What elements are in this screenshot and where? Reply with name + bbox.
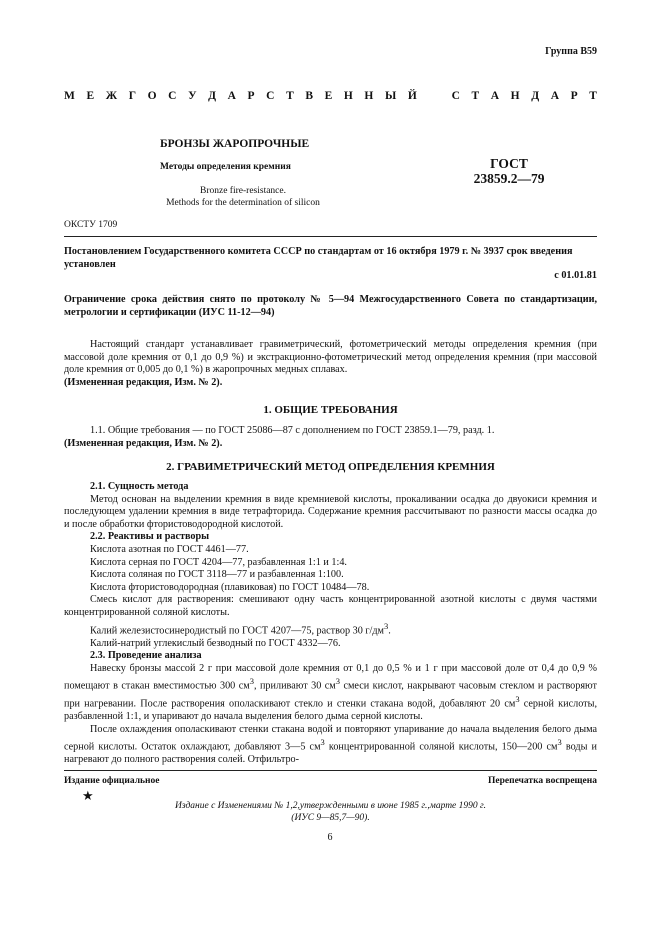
english-title-line2: Methods for the determination of silicon (166, 198, 320, 208)
reagent-item: Кислота фтористоводородная (плавиковая) по ГОСТ 10484—78. (90, 581, 370, 593)
okstu-code: ОКСТУ 1709 (64, 220, 118, 230)
doc-subtitle: Методы определения кремния (160, 162, 291, 172)
superscript: 3 (249, 676, 254, 687)
banner-letter: М (64, 90, 75, 102)
banner-letter: Д (208, 90, 217, 102)
banner-letter: А (227, 90, 236, 102)
analysis-text: смеси кислот, накрывают часовым стеклом и растворяют при нагревании. После растворения ополаскивают стекло и стенки стакана водой, добавляют 20 см (64, 680, 597, 710)
banner-letter: О (147, 90, 157, 102)
banner-letter: С (266, 90, 275, 102)
gost-code: 23859.2—79 (473, 171, 545, 186)
banner-letter: Й (407, 90, 417, 102)
reagent-text-end: . (388, 624, 391, 636)
reagent-text: Калий железистосинеродистый по ГОСТ 4207—75, раствор 30 г/дм (90, 624, 384, 636)
banner-letter: С (451, 90, 460, 102)
decree-date: с 01.01.81 (554, 270, 597, 281)
section1-edit-note: (Измененная редакция, Изм. № 2). (64, 437, 223, 449)
reagent-item: Кислота серная по ГОСТ 4204—77, разбавленная 1:1 и 1:4. (90, 556, 347, 568)
gost-number (455, 156, 563, 186)
section2-body (64, 481, 597, 767)
gost-label: ГОСТ (490, 156, 528, 171)
banner-letter: Т (286, 90, 294, 102)
banner-letter: Д (531, 90, 540, 102)
section1-text: 1.1. Общие требования — по ГОСТ 25086—87 с дополнением по ГОСТ 23859.1—79, разд. 1. (90, 425, 495, 436)
intro-paragraph (64, 339, 597, 389)
intro-text: Настоящий стандарт устанавливает гравиметрический, фотометрический методы определения кремния (при массовой доле кремния от 0,1 до 0,9 %) и экстракционно-фотометрический метод определения кремния (при массовой доле кремния от 0,005 до 0,1 %) в жаропрочных медных сплавах. (64, 339, 597, 376)
subsection-2-1-title: 2.1. Сущность метода (90, 481, 189, 492)
subsection-2-3-title: 2.3. Проведение анализа (90, 650, 202, 662)
superscript: 3 (383, 620, 389, 631)
banner-letter: Ы (384, 90, 397, 102)
group-label: Группа В59 (545, 46, 597, 57)
section1-title: 1. ОБЩИЕ ТРЕБОВАНИЯ (263, 404, 398, 416)
footer-divider (64, 770, 597, 771)
banner-letter: Н (364, 90, 374, 102)
star-icon: ★ (82, 788, 94, 803)
superscript: 3 (320, 737, 325, 748)
superscript: 3 (515, 694, 520, 705)
banner-letter: С (168, 90, 177, 102)
analysis-text: , приливают 30 см (253, 680, 336, 692)
analysis-text: После охлаждения ополаскивают стенки стакана водой и повторяют упаривание до начала выделения белого дыма серной кислоты. Остаток охлаждают, добавляют 3—5 см (64, 723, 597, 753)
reagent-item (64, 620, 597, 638)
edition-note (64, 800, 597, 824)
subsection-2-1-text: Метод основан на выделении кремния в виде кремниевой кислоты, прокаливании осадка до двуокиси кремния и последующем удалении кремния в виде тетрафторида. Содержание кремния рассчитывают по разности массы осадка до и после обработки фтористоводородной кислотой. (64, 493, 597, 530)
banner-letter: Н (510, 90, 520, 102)
reagent-item: Кислота соляная по ГОСТ 3118—77 и разбавленная 1:100. (90, 569, 344, 581)
intro-edit-note: (Измененная редакция, Изм. № 2). (64, 376, 223, 388)
reagent-item: Кислота азотная по ГОСТ 4461—77. (90, 543, 249, 555)
banner-letter: Ж (105, 90, 118, 102)
banner-letter: Т (589, 90, 597, 102)
banner-letter: Н (343, 90, 353, 102)
analysis-text: концентрированной соляной кислоты, 150—200 см (324, 741, 558, 753)
english-title (120, 185, 366, 209)
doc-title: БРОНЗЫ ЖАРОПРОЧНЫЕ (160, 138, 310, 150)
reagent-item: Калий-натрий углекислый безводный по ГОСТ 4332—76. (90, 637, 341, 649)
banner-letter: А (550, 90, 560, 102)
divider (64, 236, 597, 237)
subsection-2-2-title: 2.2. Реактивы и растворы (90, 531, 210, 543)
superscript: 3 (335, 676, 340, 687)
standard-banner (64, 90, 597, 102)
edition-note-line2: (ИУС 9—85,7—90). (291, 813, 370, 823)
banner-letter: У (188, 90, 197, 102)
reprint-prohibited-label: Перепечатка воспрещена (487, 776, 597, 786)
english-title-line1: Bronze fire-resistance. (200, 186, 286, 196)
reagent-item: Смесь кислот для растворения: смешивают одну часть концентрированной азотной кислоты с двумя частями концентрированной соляной кислоты. (64, 594, 597, 618)
section2-title: 2. ГРАВИМЕТРИЧЕСКИЙ МЕТОД ОПРЕДЕЛЕНИЯ КРЕМНИЯ (166, 461, 495, 473)
edition-note-line1: Издание с Изменениями № 1,2,утвержденными в июне 1985 г.,марте 1990 г. (175, 801, 486, 811)
analysis-paragraph-1 (64, 663, 597, 724)
analysis-text: Навеску бронзы массой 2 г при массовой доле кремния от 0,1 до 0,5 % и 1 г при массовой доле от 0,4 до 0,9 % помещают в стакан вместимостью 300 см (64, 662, 597, 692)
banner-letter: Е (324, 90, 333, 102)
banner-letter: Г (128, 90, 137, 102)
official-edition-label: Издание официальное (64, 776, 160, 786)
limitation-text: Ограничение срока действия снято по протоколу № 5—94 Межгосударственного Совета по стандартизации, метрологии и сертификации (ИУС 11-12—94) (64, 294, 597, 318)
page-number: 6 (327, 832, 333, 843)
banner-letter: Т (471, 90, 480, 102)
section1-paragraph (64, 425, 597, 450)
decree-text: Постановлением Государственного комитета СССР по стандартам от 16 октября 1979 г. № 3937 срок введения установлен (64, 246, 573, 270)
superscript: 3 (557, 737, 562, 748)
banner-letter: Р (247, 90, 255, 102)
analysis-text: воды и нагревают до полного растворения солей. Отфильтро- (64, 741, 597, 766)
analysis-paragraph-2 (64, 724, 597, 767)
banner-letter: Р (570, 90, 578, 102)
banner-letter: В (305, 90, 313, 102)
analysis-text: серной кислоты, разбавленной 1:1, и упаривают до начала выделения белого дыма серной кислоты. (64, 698, 597, 723)
banner-letter: Е (86, 90, 95, 102)
banner-letter: А (490, 90, 500, 102)
